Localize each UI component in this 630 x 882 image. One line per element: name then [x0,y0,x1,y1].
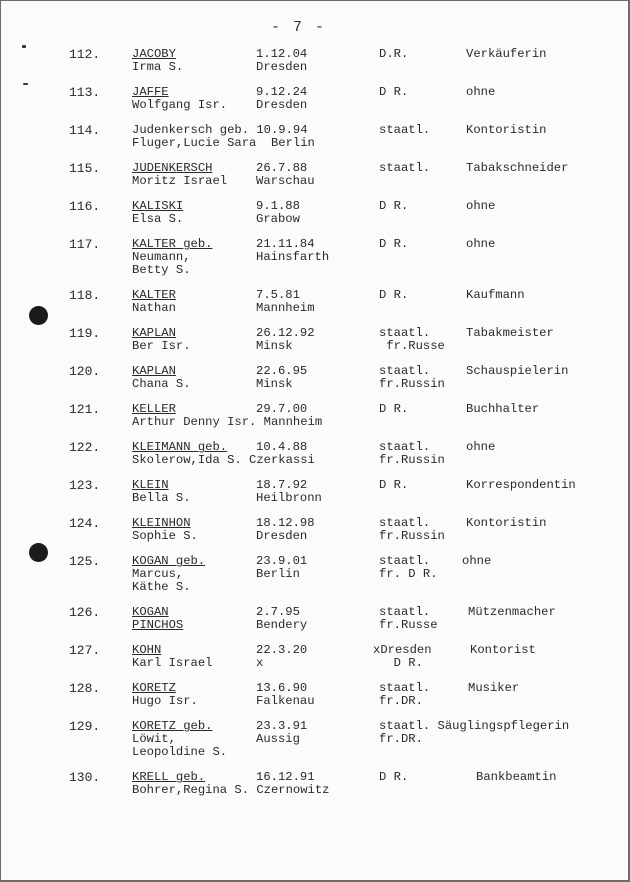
punch-hole-lower [29,543,48,562]
document-page: - 7 - 112. JACOBY Irma S. 1.12.04 Dresden D.R. Verkäuferin 113. JAFFE Wolfgang Isr. 9.12.24 Dresden D R. ohne 114. Judenkersch geb. 10.9.94 Fluger,Lucie Sara Berlin staatl. Kontoristin 115. JUDENKERSCH Moritz Israel 26.7.88 Warschau staatl. Tabakschneider 116. KALISKI Elsa S. 9.1.88 Grabow D R. ohne 117. KALTER geb. Neumann, Betty S. 21.11.84 Hainsfarth D R. ohne 118. KALTER Nathan 7.5.81 Mannheim D R. Kaufmann 119. KAPLAN Ber Isr. 26.12.92 Minsk staatl. fr.Russe Tabakmeister 120. KAPLAN Chana S. 22.6.95 Minsk staatl. fr.Russin Schauspielerin 121. KELLER Arthur Denny Isr. Mannheim 29.7.00 D R. Buchhalter 122. KLEIMANN geb. Skolerow,Ida S. Czerkassi 10.4.88 staatl. fr.Russin ohne 123. KLEIN Bella S. 18.7.92 Heilbronn D R. Korrespondentin 124. KLEINHON Sophie S. 18.12.98 Dresden staatl. fr.Russin Kontoristin 125. KOGAN geb. Marcus, Käthe S. 23.9.01 Berlin staatl. fr. D R. ohne 126. KOGAN PINCHOS 2.7.95 Bendery staatl. fr.Russe Mützenmacher 127. KOHN Karl Israel 22.3.20 x xDresden D R. Kontorist 128. KORETZ Hugo Isr. 13.6.90 Falkenau staatl. fr.DR. Musiker 129. KORETZ geb. Löwit, Leopoldine S. 23.3.91 Aussig staatl. Säuglingspflegerin fr.DR. 130. KRELL geb. Bohrer,Regina S. Czernowitz 16.12.91 D R. Bankbeamtin [1,1,628,880]
page-number: - 7 - [271,19,327,36]
margin-mark [23,83,28,85]
punch-hole-upper [29,306,48,325]
margin-mark [22,45,26,48]
